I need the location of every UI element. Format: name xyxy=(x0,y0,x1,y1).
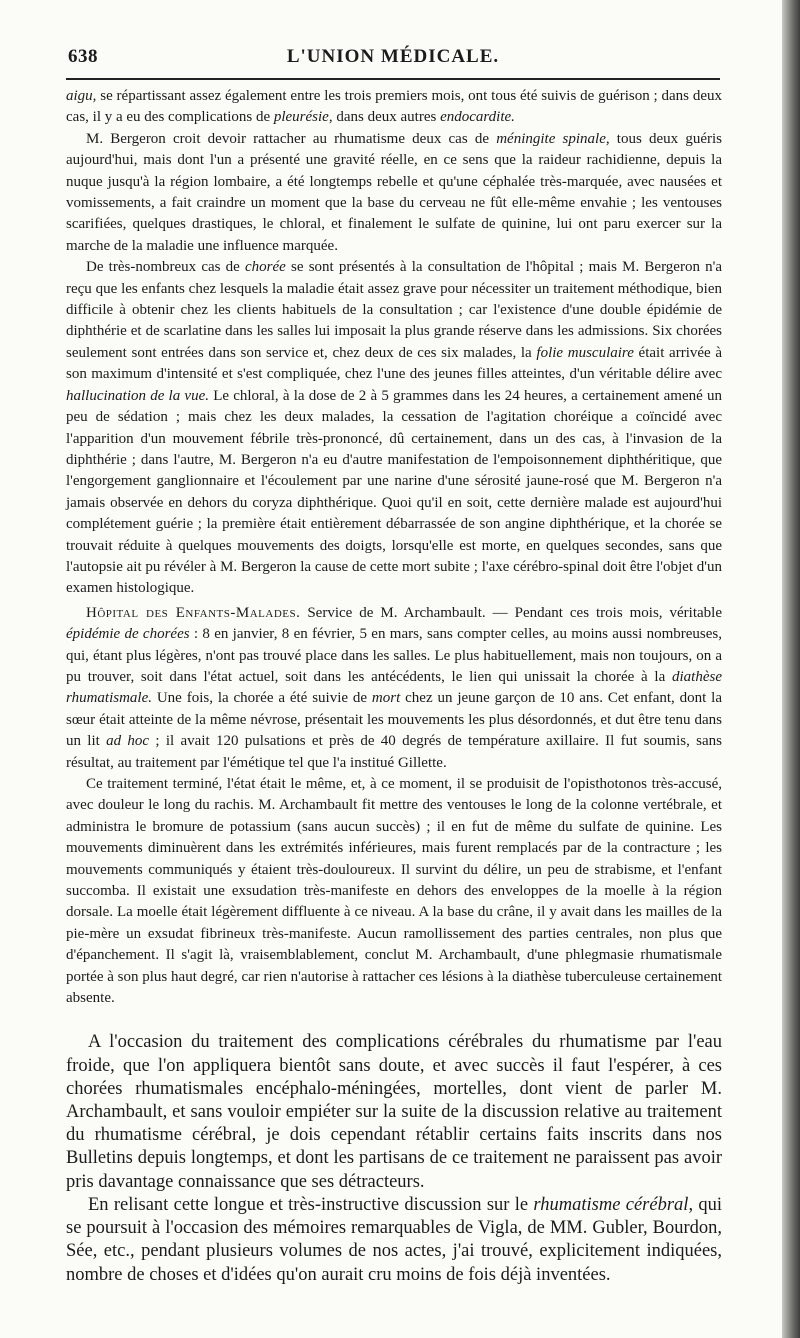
section-heading: Hôpital des Enfants-Malades. xyxy=(86,604,301,621)
large-print-section xyxy=(66,1031,722,1286)
page-number: 638 xyxy=(68,46,98,67)
paragraph-traitement-termine: Ce traitement terminé, l'état était le même, et, à ce moment, il se produisit de l'opisthotonos très-accusé, avec douleur le long du rachis. M. Archambault fit mettre des ventouses le long de la colonne vertébrale, et administra le bromure de potassium (sans aucun succès) ; il en fut de même du sulfate de quinine. Les mouvements diminuèrent dans les extrémités inférieures, mais furent remplacés par de la contracture ; les mouvements communiqués y étaient très-douloureux. Il survint du délire, un peu de strabisme, et l'enfant succomba. Il existait une exsudation très-manifeste en dehors des enveloppes de la moelle à la région dorsale. La moelle était légèrement diffluente à ce niveau. A la base du crâne, il y avait dans les mailles de la pie-mère un exsudat fibrineux très-manifeste. Aucun ramollissement des parties centrales, non plus que d'épanchement. Il s'agit là, vraisemblablement, conclut M. Archambault, d'une phlegmasie rhumatismale portée à son plus haut degré, car rien n'autorise à rattacher ces lésions à la diathèse tuberculeuse certainement absente. xyxy=(66,776,722,1007)
paragraph-hopital-enfants-malades: Hôpital des Enfants-Malades. Service de M. Archambault. — Pendant ces trois mois, véritable épidémie de chorées : 8 en janvier, 8 en février, 5 en mars, sans compter celles, au moins aussi nombreuses, qui, étant plus légères, n'ont pas trouvé place dans les salles. Le plus habituellement, mais non toujours, on a pu trouver, soit dans l'état actuel, soit dans les antécédents, le lien qui unissait la chorée à la diathèse rhumatismale. Une fois, la chorée a été suivie de mort chez un jeune garçon de 10 ans. Cet enfant, dont la sœur était atteinte de la même névrose, présentait les mouvements les plus désordonnés, et dut être tenu dans un lit ad hoc ; il avait 120 pulsations et près de 40 degrés de température axillaire. Il fut soumis, sans résultat, au traitement par l'émétique tel que l'a institué Gillette. xyxy=(66,604,722,771)
page-header xyxy=(68,46,718,72)
paragraph-aigu: aigu, se répartissant assez également entre les trois premiers mois, ont tous été suivis de guérison ; dans deux cas, il y a eu des complications de pleurésie, dans deux autres endocardite. xyxy=(66,88,722,126)
header-rule xyxy=(66,78,720,80)
article-body xyxy=(66,86,722,1287)
running-title: L'UNION MÉDICALE. xyxy=(286,46,500,67)
small-print-section xyxy=(66,86,722,1009)
paragraph-choree: De très-nombreux cas de chorée se sont présentés à la consultation de l'hôpital ; mais M. Bergeron n'a reçu que les enfants chez lesquels la maladie était assez grave pour nécessiter un traitement méthodique, bien difficile à obtenir chez les clients habituels de la consultation ; car l'existence d'une double épidémie de diphthérie et de scarlatine dans les salles lui imposait la plus grande réserve dans les admissions. Six chorées seulement sont entrées dans son service et, chez deux de ces six malades, la folie musculaire était arrivée à son maximum d'intensité et s'est compliquée, chez l'une des jeunes filles atteintes, d'un véritable délire avec hallucination de la vue. Le chloral, à la dose de 2 à 5 grammes dans les 24 heures, a certainement amené un peu de sédation ; mais chez les deux malades, la cessation de l'agitation choréique a coïncidé avec l'apparition d'un mouvement fébrile très-prononcé, dû certainement, dans un des cas, à l'invasion de la diphthérie ; dans l'autre, M. Bergeron n'a eu d'autre manifestation de l'empoisonnement diphthéritique, que l'engorgement ganglionnaire et l'écoulement par une narine d'une sérosité jaune-rosé que M. Bergeron n'a jamais observée en dehors du coryza diphthérique. Quoi qu'il en soit, cette dernière malade est aujourd'hui complétement guérie ; la première était entièrement débarrassée de son angine diphthérique, et la chorée se trouvait réduite à quelques mouvements des doigts, lorsqu'elle est morte, en quelques secondes, sans que l'autopsie ait pu révéler à M. Bergeron la cause de cette mort subite ; l'axe cérébro-spinal doit être l'objet d'un examen histologique. xyxy=(66,259,723,597)
paragraph-eau-froide: A l'occasion du traitement des complications cérébrales du rhumatisme par l'eau froide, que l'on appliquera bientôt sans doute, et avec succès il faut l'espérer, à ces chorées rhumatismales encéphalo-méningées, mortelles, dont vient de parler M. Archambault, et sans vouloir empiéter sur la suite de la discussion relative au traitement du rhumatisme cérébral, je dois cependant rétablir certains faits inscrits dans nos Bulletins depuis longtemps, et dont les partisans de ce traitement ne paraissent pas avoir pris davantage connaissance que ses détracteurs. xyxy=(66,1032,722,1192)
paragraph-rhumatisme-cerebral: En relisant cette longue et très-instructive discussion sur le rhumatisme cérébral, qui se poursuit à l'occasion des mémoires remarquables de Vigla, de MM. Gubler, Bourdon, Sée, etc., pendant plusieurs volumes de nos actes, j'ai trouvé, explicitement indiquées, nombre de choses et d'idées qu'on aurait cru moins de fois déjà inventées. xyxy=(66,1194,723,1285)
paragraph-meningite: M. Bergeron croit devoir rattacher au rhumatisme deux cas de méningite spinale, tous deux guéris aujourd'hui, mais dont l'un a présenté une gravité réelle, en ce sens que la raideur rachidienne, depuis la nuque jusqu'à la région lombaire, a été longtemps rebelle et qu'une céphalée très-marquée, avec nausées et vomissements, a fait craindre un moment que la base du cerveau ne fût elle-même envahie ; les ventouses scarifiées, quelques drastiques, le chloral, et finalement le sulfate de quinine, lui ont paru exercer sur la marche de la maladie une influence marquée. xyxy=(66,130,723,254)
page-edge-shadow xyxy=(782,0,800,1338)
